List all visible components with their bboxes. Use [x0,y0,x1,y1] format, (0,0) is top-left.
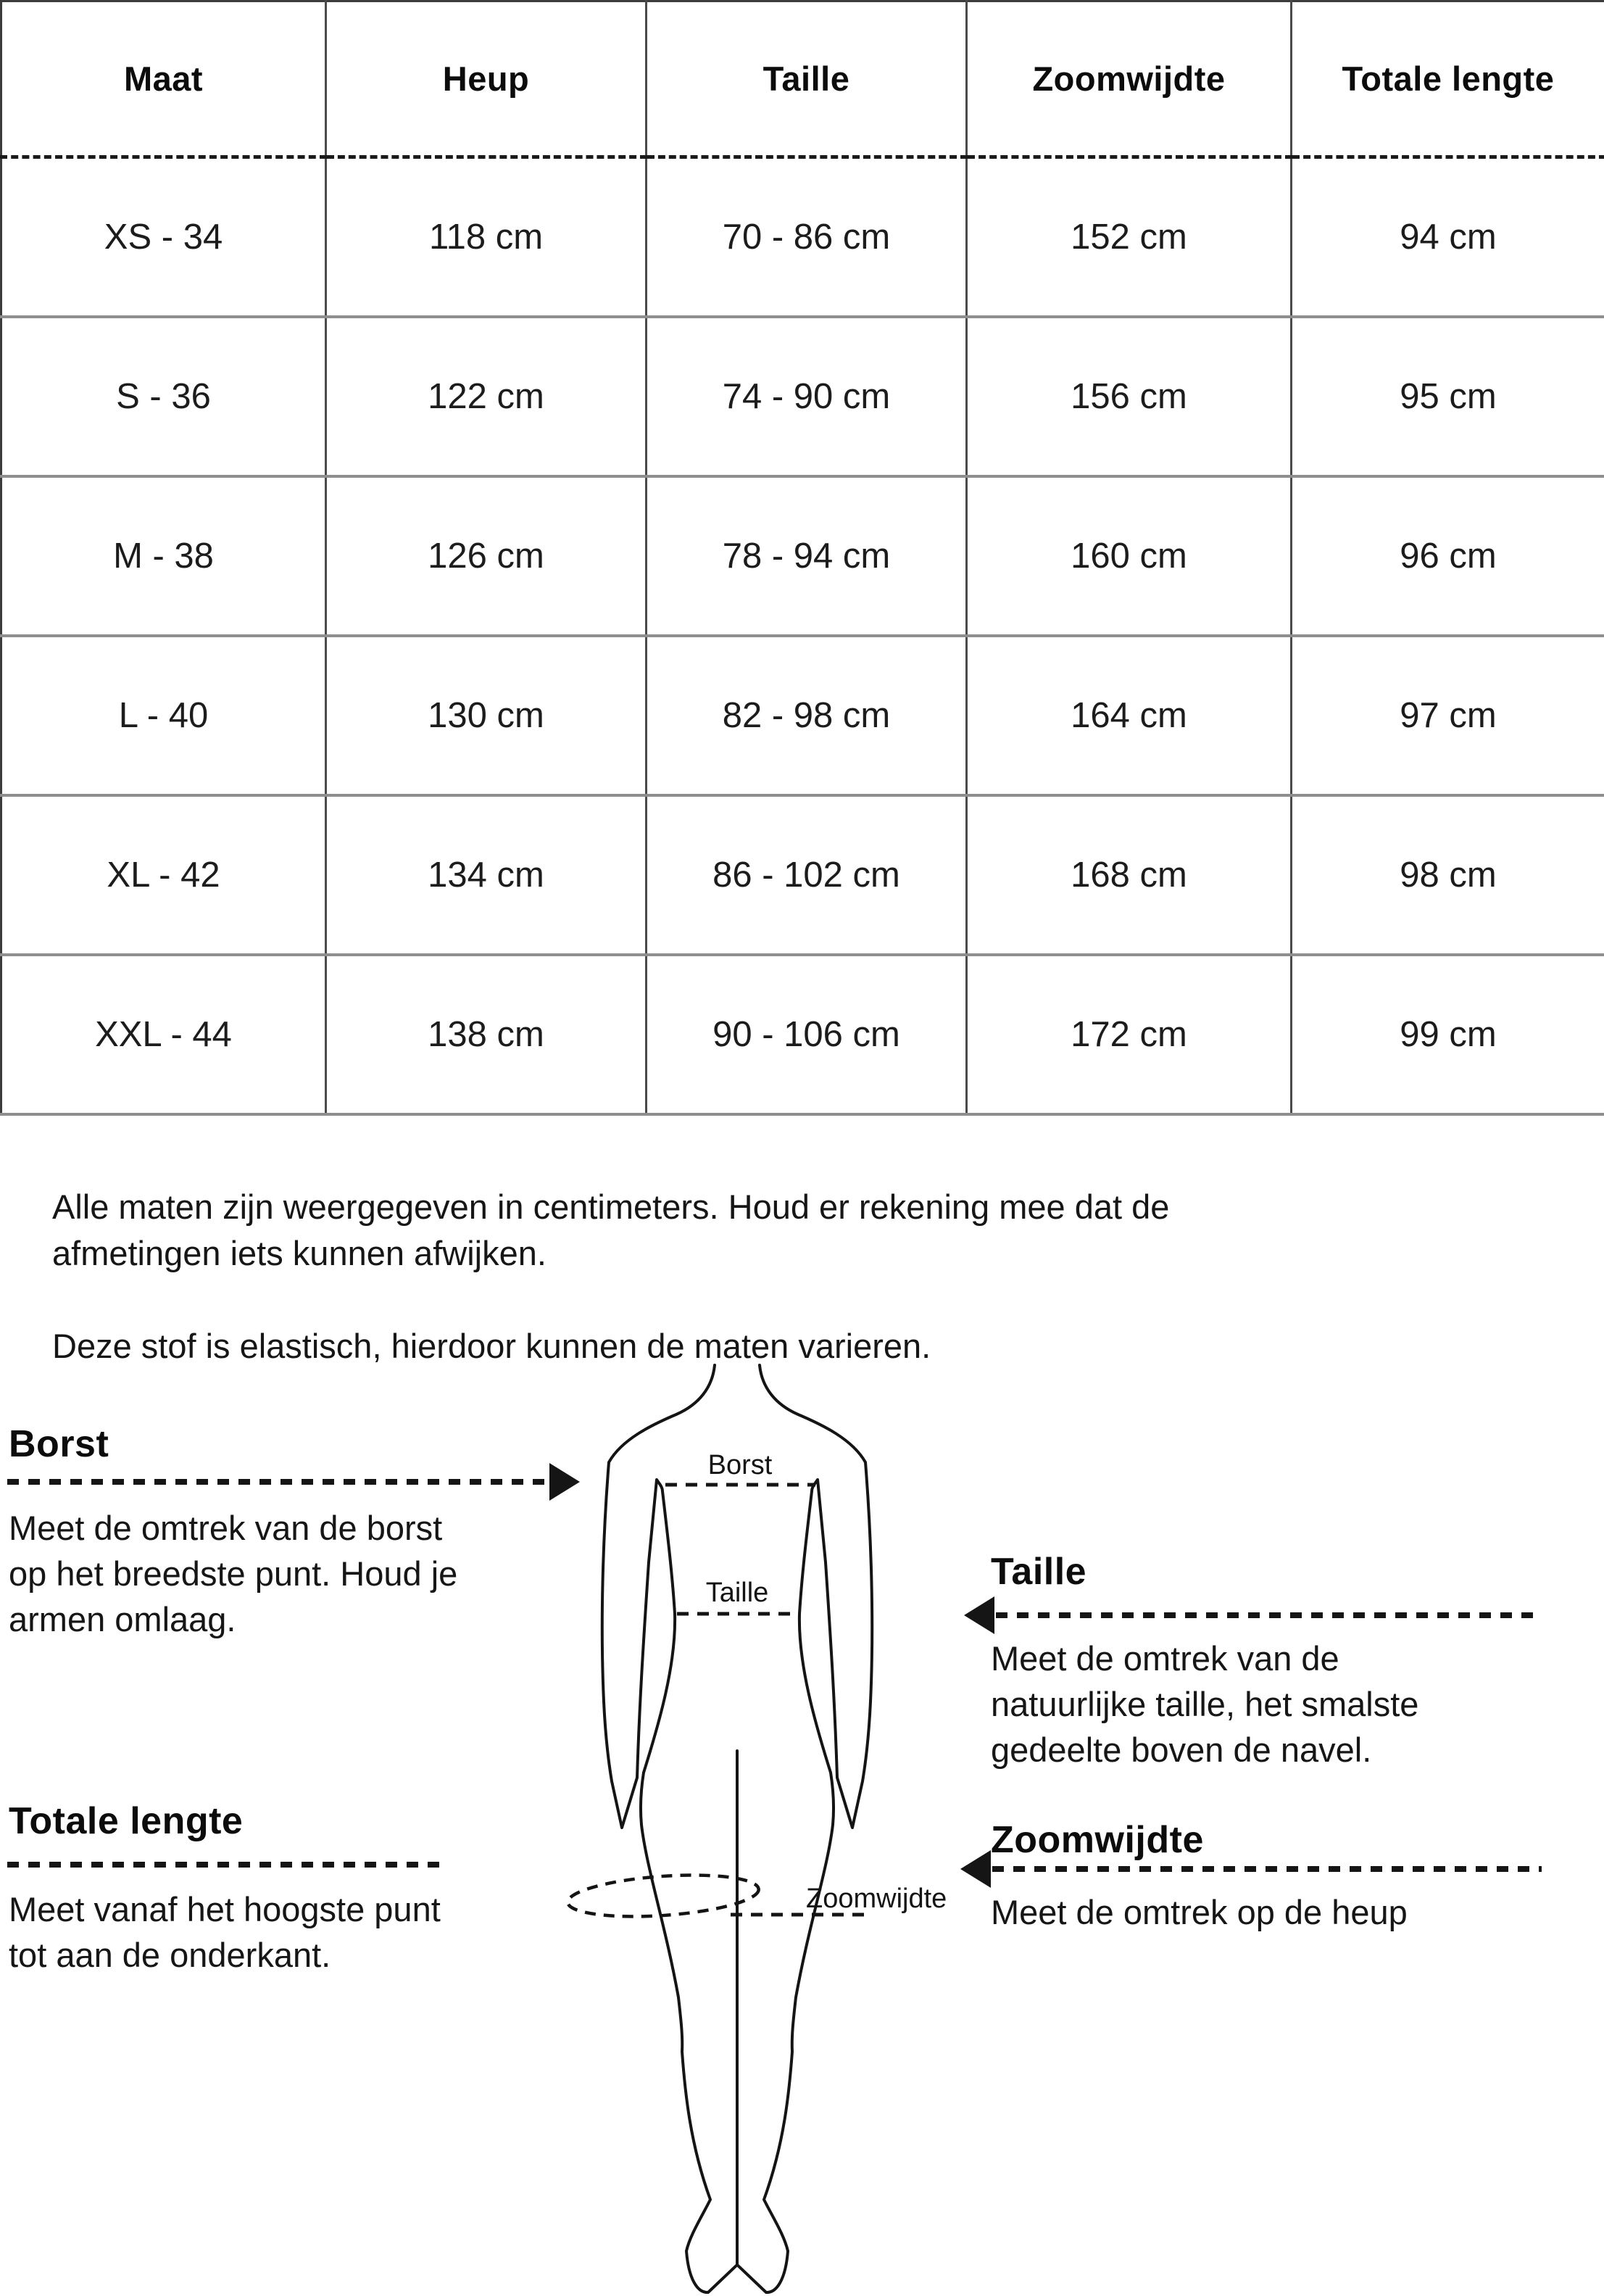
cell-heup: 122 cm [326,317,647,476]
column-header-zoomwijdte: Zoomwijdte [967,1,1292,157]
cell-totale-lengte: 96 cm [1292,476,1604,636]
cell-heup: 138 cm [326,955,647,1114]
cell-heup: 134 cm [326,795,647,955]
body-outline-left [602,1365,737,2292]
cell-zoomwijdte: 172 cm [967,955,1292,1114]
zoomwijdte-heading: Zoomwijdte [991,1819,1204,1861]
taille-dashed-line [996,1612,1542,1618]
borst-description: Meet de omtrek van de borst op het breedste punt. Houd je armen omlaag. [9,1509,458,1638]
cell-totale-lengte: 95 cm [1292,317,1604,476]
size-table-header-row [1,1,1604,157]
column-header-taille: Taille [647,1,967,157]
cell-zoomwijdte: 152 cm [967,157,1292,317]
zoomwijdte-dashed-line [992,1866,1542,1872]
table-row [1,955,1604,1114]
taille-heading: Taille [991,1551,1087,1593]
cell-taille: 74 - 90 cm [647,317,967,476]
figure-borst-label: Borst [707,1450,773,1480]
body-outline-right [737,1365,872,2292]
figure-zoomwijdte-label: Zoomwijdte [806,1883,947,1914]
figure-taille-label: Taille [705,1578,769,1608]
cell-totale-lengte: 97 cm [1292,636,1604,795]
size-table [0,0,1604,1116]
borst-heading: Borst [9,1423,109,1465]
totale-lengte-dashed-line [7,1862,442,1868]
zoomwijdte-description: Meet de omtrek op de heup [991,1893,1408,1931]
totale-lengte-description: Meet vanaf het hoogste punt tot aan de onderkant. [9,1890,441,1974]
cell-totale-lengte: 98 cm [1292,795,1604,955]
table-row [1,476,1604,636]
table-row [1,317,1604,476]
cell-totale-lengte: 99 cm [1292,955,1604,1114]
cell-taille: 90 - 106 cm [647,955,967,1114]
cell-maat: L - 40 [1,636,326,795]
taille-description: Meet de omtrek van de natuurlijke taille, het smalste gedeelte boven de navel. [991,1639,1419,1769]
cell-zoomwijdte: 156 cm [967,317,1292,476]
table-row [1,636,1604,795]
column-header-totale-lengte: Totale lengte [1292,1,1604,157]
cell-zoomwijdte: 168 cm [967,795,1292,955]
column-header-maat: Maat [1,1,326,157]
cell-zoomwijdte: 164 cm [967,636,1292,795]
totale-lengte-heading: Totale lengte [9,1800,244,1842]
cell-maat: XL - 42 [1,795,326,955]
body-outline-figure [536,1345,978,2296]
table-row [1,795,1604,955]
column-header-heup: Heup [326,1,647,157]
cell-maat: M - 38 [1,476,326,636]
cell-maat: S - 36 [1,317,326,476]
cell-maat: XS - 34 [1,157,326,317]
cell-taille: 86 - 102 cm [647,795,967,955]
cell-heup: 118 cm [326,157,647,317]
table-row [1,157,1604,317]
cell-taille: 82 - 98 cm [647,636,967,795]
cell-taille: 78 - 94 cm [647,476,967,636]
borst-dashed-line [7,1479,551,1485]
cell-taille: 70 - 86 cm [647,157,967,317]
note-fabric: Deze stof is elastisch, hierdoor kunnen de maten varieren. [52,1327,931,1365]
cell-heup: 130 cm [326,636,647,795]
cell-heup: 126 cm [326,476,647,636]
cell-zoomwijdte: 160 cm [967,476,1292,636]
cell-maat: XXL - 44 [1,955,326,1114]
cell-totale-lengte: 94 cm [1292,157,1604,317]
note-measurements: Alle maten zijn weergegeven in centimeters. Houd er rekening mee dat de afmetingen iets kunnen afwijken. [52,1188,1170,1272]
